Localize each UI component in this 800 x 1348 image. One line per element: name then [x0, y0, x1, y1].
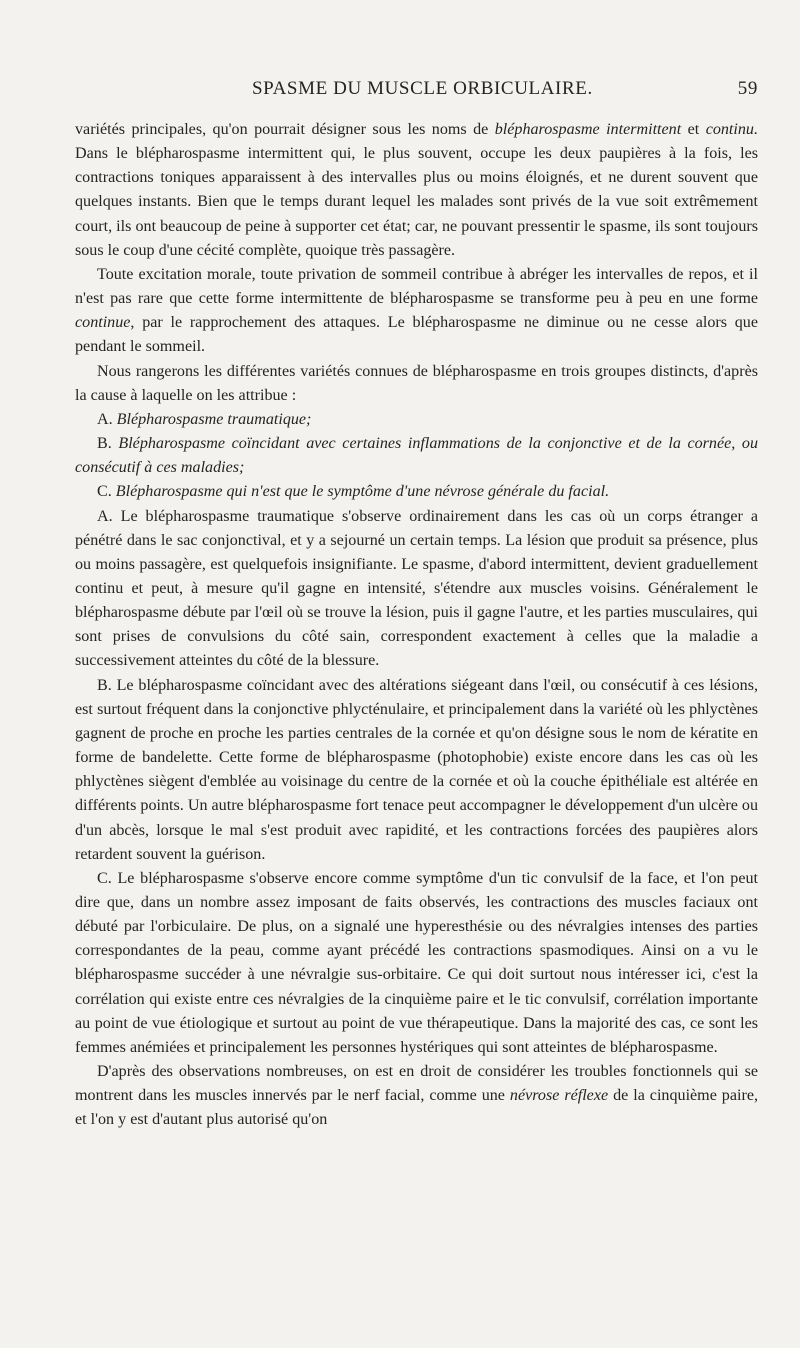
italic-term: blépharospasme intermittent: [494, 121, 682, 138]
body-text: [75, 118, 758, 1133]
list-item: A. Blépharospasme traumatique;: [97, 410, 312, 428]
page-number: 59: [737, 78, 758, 99]
italic-term: continue,: [75, 314, 135, 332]
paragraph: Toute excitation morale, toute privation de sommeil contribue à abréger les intervalles de repos, et il n'est pas rare que cette forme intermittente de blépharospasme se transforme peu à peu en une forme continue, par le rapprochement des attaques. Le blépharospasme ne diminue ou ne cesse alors que pendant le sommeil.: [75, 265, 758, 356]
paragraph: C. Le blépharospasme s'observe encore comme symptôme d'un tic convulsif de la face, et l'on peut dire que, dans un nombre assez imposant de faits observés, les contractions des muscles faciaux ont débuté par l'orbiculaire. De plus, on a signalé une hyperesthésie ou des névralgies intenses des parties correspondantes de la peau, comme ayant précédé les contractions spasmodiques. Ainsi on a vu le blépharospasme succéder à une névralgie sus-orbitaire. Ce qui doit surtout nous intéresser ici, c'est la corrélation qui existe entre ces névralgies de la cinquième paire et le tic convulsif, corrélation importante au point de vue étiologique et surtout au point de vue thérapeutique. Dans la majorité des cas, ce sont les femmes anémiées et principalement les personnes hystériques qui sont atteintes de blépharospasme.: [75, 869, 758, 1056]
page-header: [75, 78, 758, 118]
paragraph: Nous rangerons les différentes variétés connues de blépharospasme en trois groupes distincts, d'après la cause à laquelle on les attribue :: [75, 362, 758, 404]
italic-term: névrose réflexe: [509, 1087, 609, 1105]
paragraph: variétés principales, qu'on pourrait désigner sous les noms de blépharospasme intermittent et continu. Dans le blépharospasme intermittent qui, le plus souvent, occupe les deux paupières à la fois, les contractions toniques apparaissent à des intervalles plus ou moins éloignés, et ne durent souvent que quelques instants. Bien que le temps durant lequel les malades sont privés de la vue soit extrêmement court, ils ont beaucoup de peine à supporter cet état; car, ne pouvant pressentir le spasme, ils sont toujours sous le coup d'une cécité complète, quoique très passagère.: [75, 121, 758, 259]
paragraph: D'après des observations nombreuses, on est en droit de considérer les troubles fonctionnels qui se montrent dans les muscles innervés par le nerf facial, comme une névrose réflexe de la cinquième paire, et l'on y est d'autant plus autorisé qu'on: [75, 1063, 758, 1129]
paragraph: A. Le blépharospasme traumatique s'observe ordinairement dans les cas où un corps étranger a pénétré dans le sac conjonctival, et y a sejourné un certain temps. La lésion que produit sa présence, plus ou moins passagère, est quelquefois insignifiante. Le spasme, d'abord intermittent, devient graduellement continu et peut, à mesure qu'il gagne en intensité, s'étendre aux muscles voisins. Généralement le blépharospasme débute par l'œil où se trouve la lésion, puis il gagne l'autre, et les parties musculaires, qui sont prises de convulsions du côté sain, correspondent exactement à celles que la maladie a successivement atteintes du côté de la blessure.: [75, 507, 758, 670]
running-title: SPASME DU MUSCLE ORBICULAIRE.: [252, 78, 593, 99]
italic-term: continu.: [705, 121, 758, 138]
list-item: C. Blépharospasme qui n'est que le symptôme d'une névrose générale du facial.: [97, 483, 610, 501]
list-item: B. Blépharospasme coïncidant avec certaines inflammations de la conjonctive et de la cornée, ou consécutif à ces maladies;: [75, 435, 758, 477]
paragraph: B. Le blépharospasme coïncidant avec des altérations siégeant dans l'œil, ou consécutif à ces lésions, est surtout fréquent dans la conjonctive phlycténulaire, et principalement dans la variété où les phlyctènes gagnent de proche en proche les parties centrales de la cornée et qu'on désigne sous le nom de kératite en forme de bandelette. Cette forme de blépharospasme (photophobie) existe encore dans les cas où les phlyctènes siègent d'emblée au voisinage du centre de la cornée et où la couche épithéliale est altérée en différents points. Un autre blépharospasme fort tenace peut accompagner le développement d'un ulcère ou d'un abcès, lorsque le mal s'est produit avec rapidité, et les contractions forcées des paupières alors retardent souvent la guérison.: [75, 676, 758, 863]
